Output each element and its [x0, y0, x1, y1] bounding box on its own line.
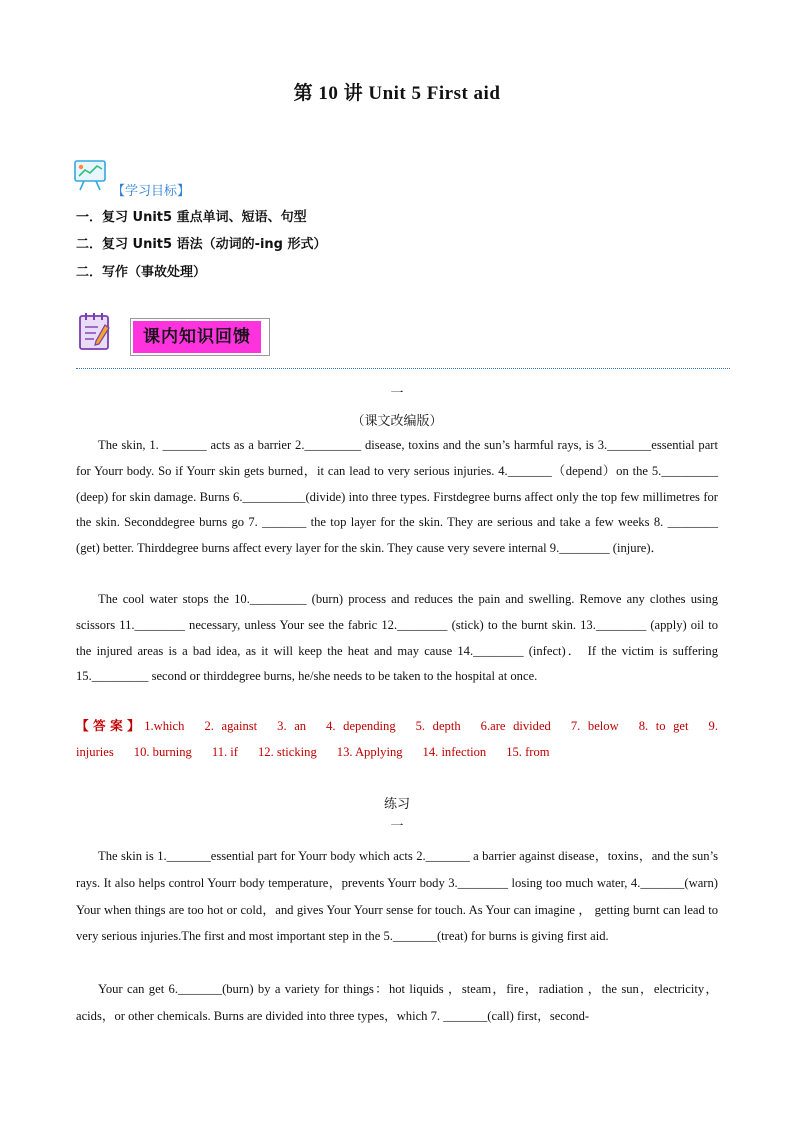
practice-paragraph-1: The skin is 1._______essential part for Yourr body which acts 2._______ a barrier against disease，toxins，and the sun’s rays. It also helps control Yourr body temperature，prevents Yourr body 3.________ losing too much water, 4._______(warn) Your when things are too hot or cold，and gives Your Yourr sense for touch. As Your can imagine ， getting burnt can lead to very serious injuries.The first and most important step in the 5._______(treat) for burns is giving first aid.	[76, 849, 718, 944]
answer-item: 14. infection	[422, 744, 487, 759]
section-divider	[76, 368, 730, 369]
answer-item: 8. to get	[638, 719, 689, 733]
goal-line-3: 二．写作（事故处理）	[76, 265, 207, 280]
practice-heading: 练习	[383, 796, 410, 811]
passage-paragraph-2: The cool water stops the 10._________ (burn) process and reduces the pain and swelling. Remove any clothes using scissors 11.________ necessary, unless Your see the fabric 12.________ (stick) to the burnt skin. 13.________ (apply) oil to the injured areas is a bad idea, as it will keep the heat and may cause 14.________ (infect)． If the victim is suffering 15._________ second or thirddegree burns, he/she needs to be taken to the hospital at once.	[76, 592, 718, 684]
presentation-board-icon	[72, 158, 110, 192]
review-section-box	[130, 318, 270, 356]
learning-goals-tag: 【学习目标】	[112, 184, 191, 199]
answer-item: 2. against	[204, 719, 258, 733]
review-section-label: 课内知识回馈	[133, 321, 261, 353]
passage-paragraph-1: The skin, 1. _______ acts as a barrier 2._________ disease, toxins and the sun’s harmful rays, is 3._______essential part for Yourr body. So if Yourr skin gets burned，it can lead to very serious injuries. 4._______（depend）on the 5._________ (deep) for skin damage. Burns 6.__________(divide) into three types. Firstdegree burns affect only the top few millimetres for the skin. Seconddegree burns go 7. _______ the top layer for the skin. They are serious and take a few weeks 8. ________ (get) better. Thirddegree burns affect every layer for the skin. They cause very severe internal 9.________ (injure)．	[76, 438, 718, 556]
goal-line-1: 一．复习 Unit5 重点单词、短语、句型	[76, 210, 307, 225]
answer-item: 9. injuries	[76, 719, 718, 759]
page-title: 第 10 讲 Unit 5 First aid	[293, 83, 501, 104]
answer-item: 1.which	[144, 719, 185, 733]
section-subtitle: （课文改编版）	[351, 413, 443, 428]
section-number: 一	[390, 385, 404, 400]
answer-key-label: 【答案】	[76, 718, 145, 733]
answer-key	[76, 713, 718, 766]
practice-paragraph-2: Your can get 6._______(burn) by a variety for things：hot liquids ，steam，fire，radiation ，the sun，electricity，acids，or other chemicals. Burns are divided into three types，which 7. _______(call) first，second-	[76, 982, 718, 1023]
answer-item: 7. below	[570, 719, 619, 733]
answer-item: 6.are divided	[480, 719, 551, 733]
practice-number: 一	[390, 818, 404, 833]
notepad-pencil-icon	[78, 311, 112, 351]
answer-item: 3. an	[277, 719, 307, 733]
answer-item: 13. Applying	[336, 744, 403, 759]
goal-line-2: 二．复习 Unit5 语法（动词的-ing 形式）	[76, 237, 327, 252]
answer-item: 10. burning	[133, 744, 192, 759]
answer-item: 11. if	[211, 744, 238, 759]
answer-item: 4. depending	[326, 719, 396, 733]
answer-item: 5. depth	[415, 719, 461, 733]
answer-item: 15. from	[506, 744, 550, 759]
answer-item: 12. sticking	[257, 744, 317, 759]
